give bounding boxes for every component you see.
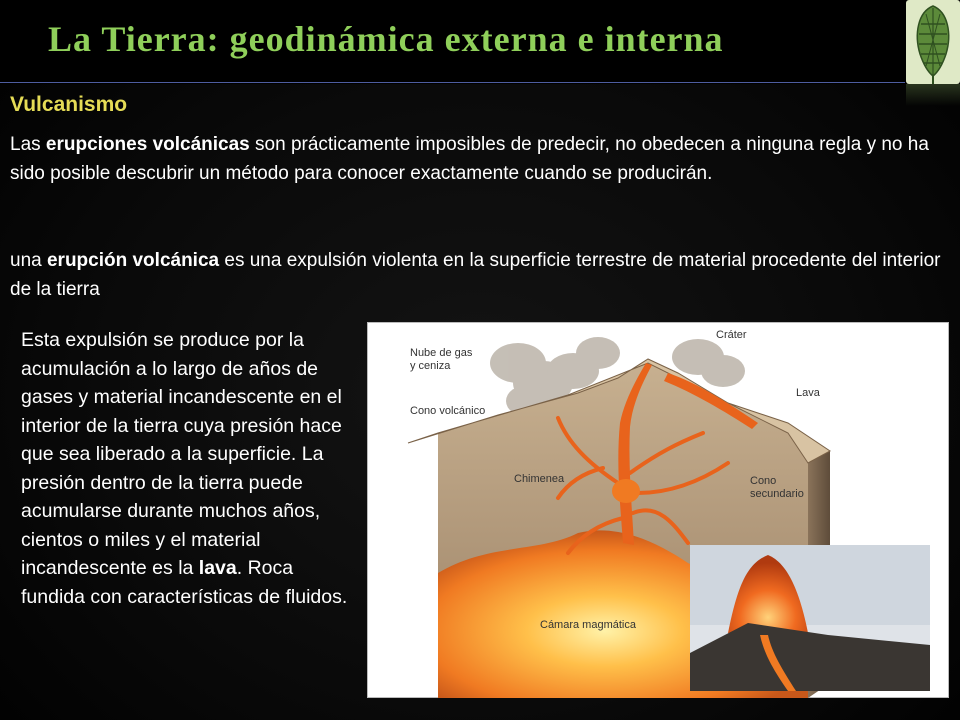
volcano-diagram — [367, 322, 949, 698]
bold-term: lava — [198, 557, 237, 579]
label-magma-chamber: Cámara magmática — [540, 619, 636, 631]
label-chimney: Chimenea — [514, 473, 565, 485]
label-gas-cloud-line1: Nube de gas — [410, 347, 473, 359]
label-secondary-cone-line2: secundario — [750, 488, 804, 500]
paragraph-definition — [10, 246, 950, 304]
pinecone-logo-icon — [906, 0, 960, 84]
section-title: Vulcanismo — [10, 93, 128, 116]
page-title: La Tierra: geodinámica externa e interna — [48, 19, 724, 59]
label-crater: Cráter — [716, 329, 747, 341]
text-span: son prácticamente imposibles de predecir, no obedecen a ninguna regla y no ha sido posible descubrir un método para conocer exactamente cuando se producirán. — [10, 134, 929, 184]
logo-reflection — [906, 84, 960, 106]
eruption-photo — [690, 545, 930, 691]
paragraph-eruptions — [10, 130, 950, 188]
bold-term: erupción volcánica — [46, 250, 220, 271]
label-cone: Cono volcánico — [410, 405, 486, 417]
side-explanation — [21, 326, 361, 611]
label-lava: Lava — [796, 387, 820, 399]
header-bar — [0, 0, 960, 84]
label-gas-cloud-line2: y ceniza — [410, 360, 451, 372]
bold-term: erupciones volcánicas — [45, 134, 250, 155]
label-secondary-cone-line1: Cono — [750, 475, 777, 487]
text-span: es una expulsión violenta en la superficie terrestre de material procedente del interior de la tierra — [10, 250, 941, 300]
header-divider — [0, 82, 905, 83]
text-span: Esta expulsión se produce por la acumulación a lo largo de años de gases y material incandescente en el interior de la tierra cuya presión hace que sea liberado a la superficie. La presión dentro de la tierra puede acumularse durante muchos años, cientos o miles y el material incandescente es la — [21, 329, 342, 579]
magma-pocket — [612, 479, 640, 503]
text-span: . Roca fundida con características de fluidos. — [21, 557, 348, 608]
text-span: una — [10, 250, 47, 271]
text-span: Las — [10, 134, 46, 155]
volcano-illustration — [368, 323, 950, 699]
